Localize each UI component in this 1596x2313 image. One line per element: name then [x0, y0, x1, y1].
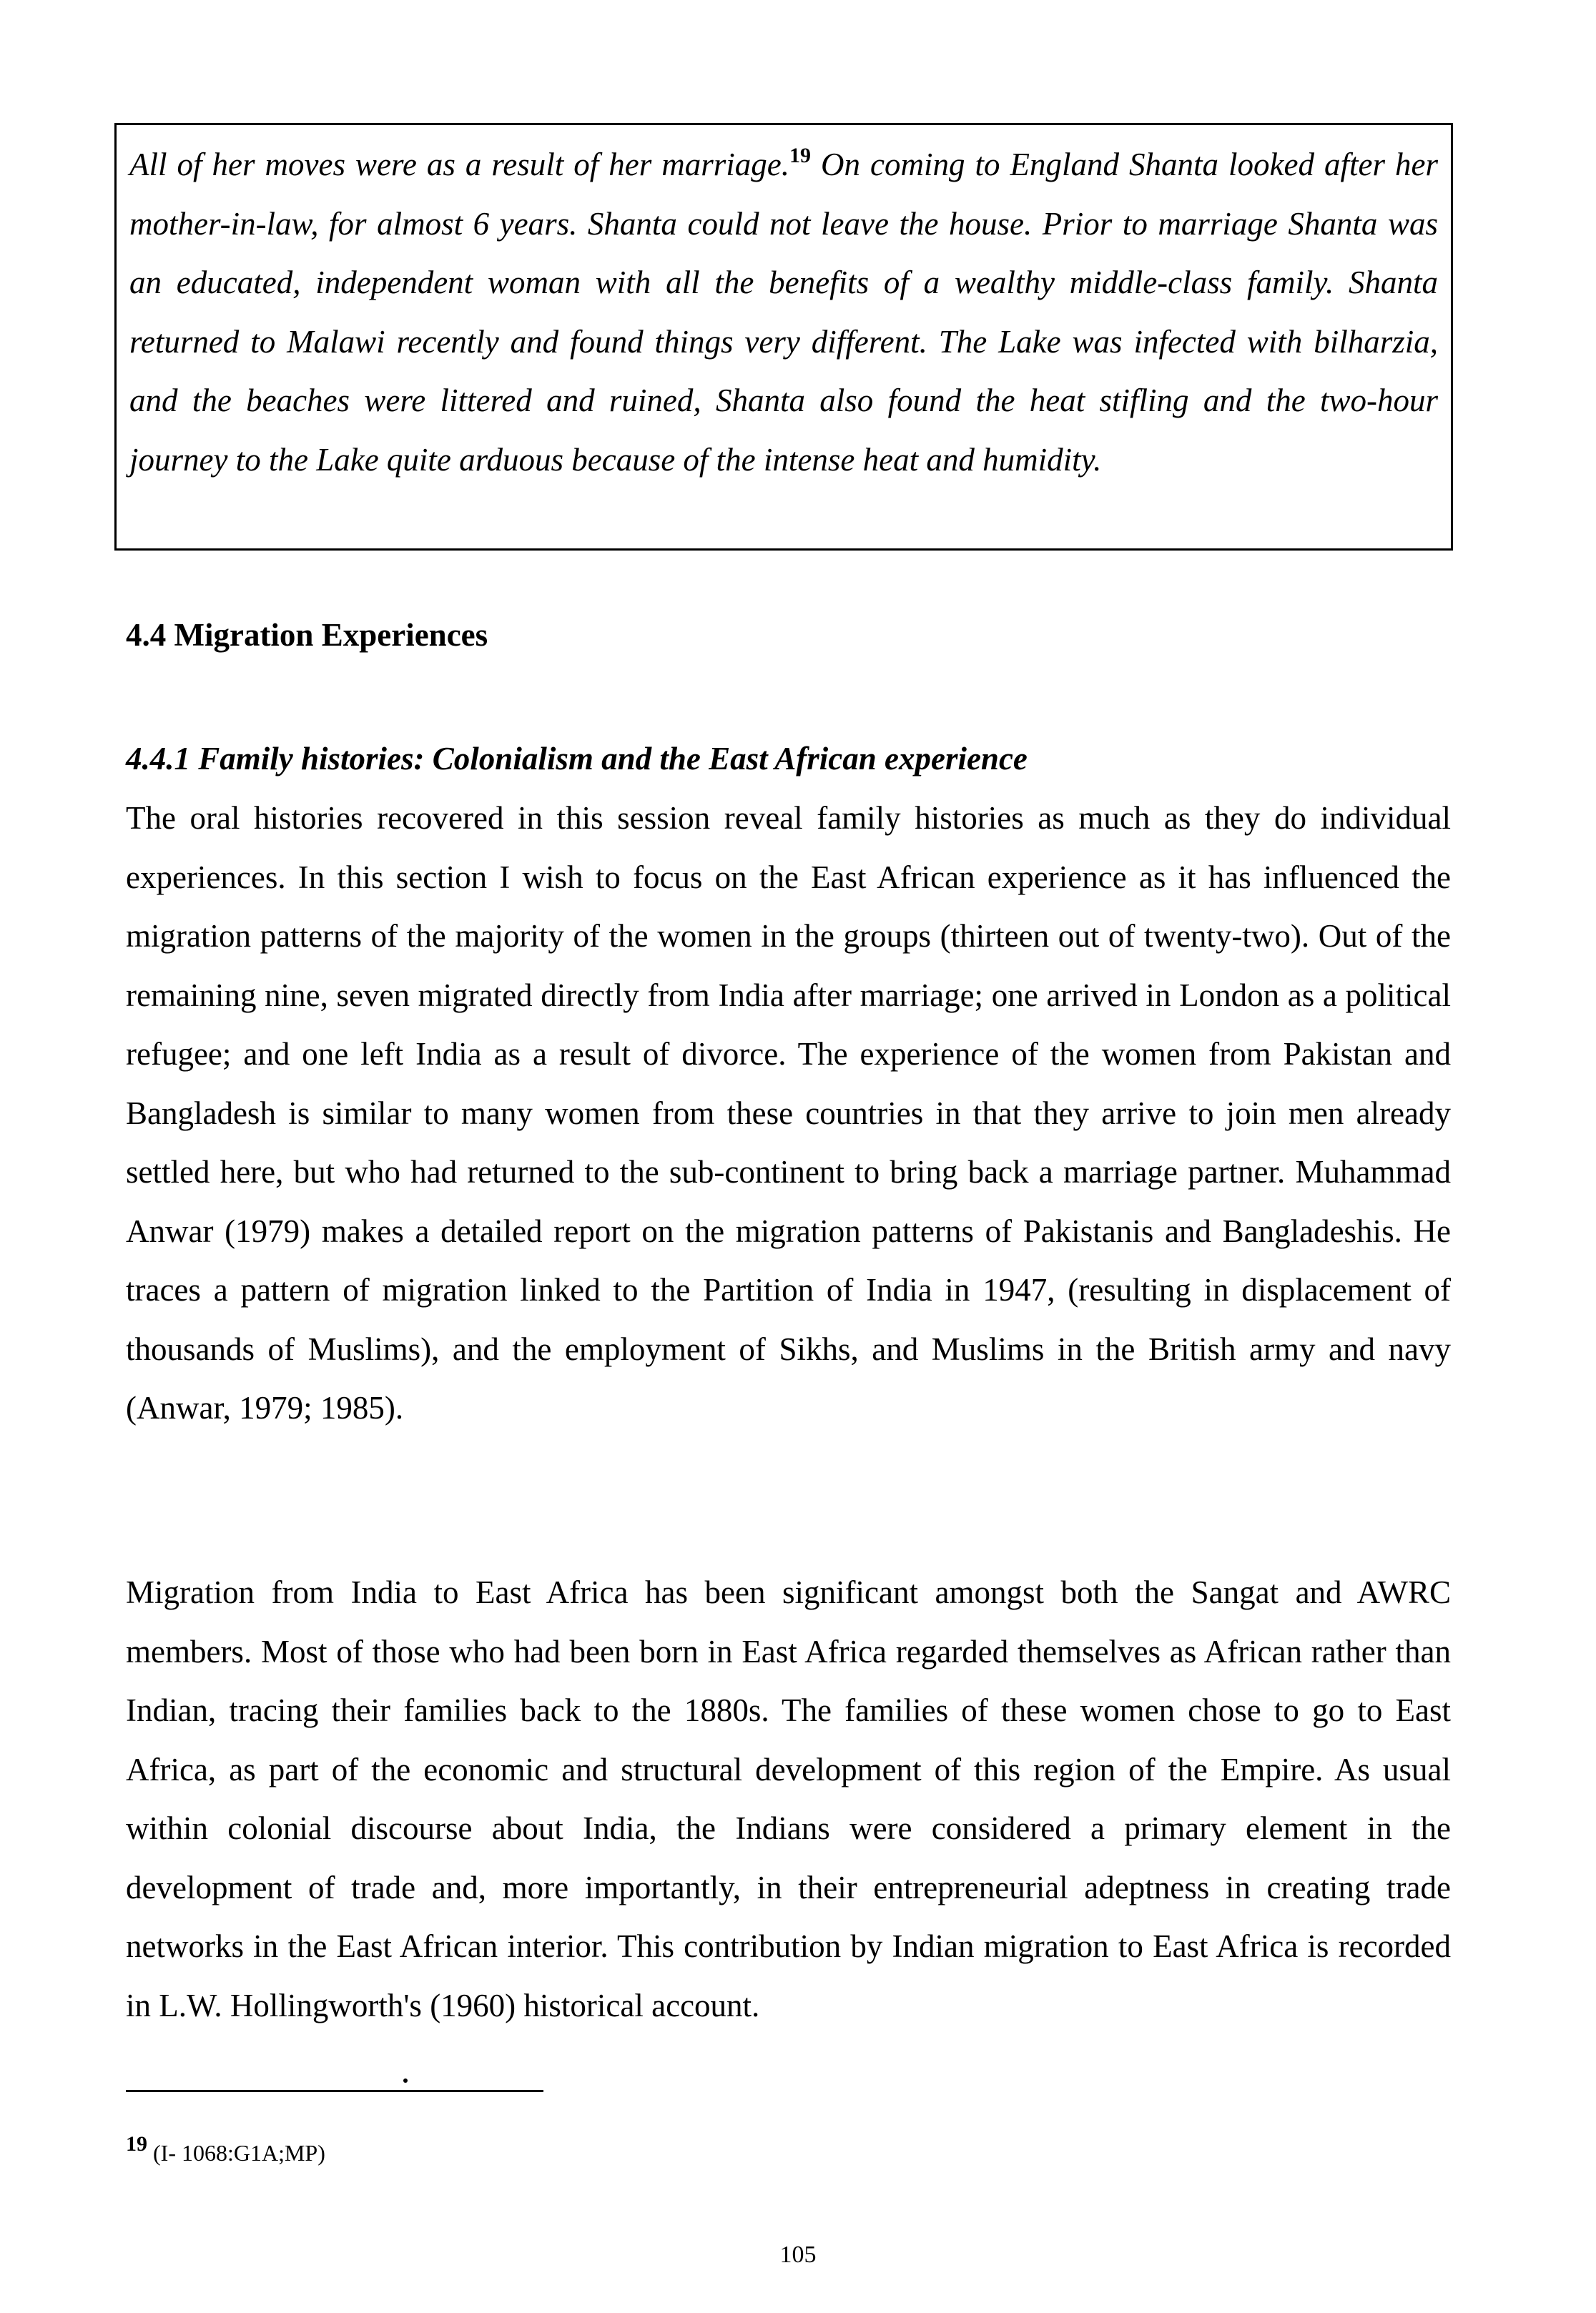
section-heading: 4.4 Migration Experiences [126, 617, 488, 653]
footnote-number: 19 [126, 2132, 147, 2156]
boxed-case-study [114, 123, 1453, 551]
boxed-text-rest: On coming to England Shanta looked after her mother-in-law, for almost 6 years. Shanta could not leave the house. Prior to marriage Shanta was an educated, independent woman with all the benefits of a wealthy middle-class family. Shanta returned to Malawi recently and found things very different. The Lake was infected with bilharzia, and the beaches were littered and ruined, Shanta also found the heat stifling and the two-hour journey to the Lake quite arduous because of the intense heat and humidity. [129, 147, 1438, 478]
body-paragraph: The oral histories recovered in this session reveal family histories as much as they do individual experiences. In this section I wish to focus on the East African experience as it has influenced the migration patterns of the majority of the women in the groups (thirteen out of twenty-two). Out of the remaining nine, seven migrated directly from India after marriage; one arrived in London as a political refugee; and one left India as a result of divorce. The experience of the women from Pakistan and Bangladesh is similar to many women from these countries in that they arrive to join men already settled here, but who had returned to the sub-continent to bring back a marriage partner. Muhammad Anwar (1979) makes a detailed report on the migration patterns of Pakistanis and Bangladeshis. He traces a pattern of migration linked to the Partition of India in 1947, (resulting in displacement of thousands of Muslims), and the employment of Sikhs, and Muslims in the British army and navy (Anwar, 1979; 1985). [126, 800, 1451, 1426]
footnote-reference: 19 [789, 144, 811, 167]
boxed-text-start: All of her moves were as a result of her marriage. [129, 147, 789, 182]
page-number: 105 [779, 2242, 817, 2268]
scan-speck [403, 2078, 408, 2083]
body-paragraph: Migration from India to East Africa has been significant amongst both the Sangat and AWRC members. Most of those who had been born in East Africa regarded themselves as African rather than Indian, tracing their families back to the 1880s. The families of these women chose to go to East Africa, as part of the economic and structural development of this region of the Empire. As usual within colonial discourse about India, the Indians were considered a primary element in the development of trade and, more importantly, in their entrepreneurial adeptness in creating trade networks in the East African interior. This contribution by Indian migration to East Africa is recorded in L.W. Hollingworth's (1960) historical account. [126, 1574, 1451, 2023]
footnote-separator [126, 2090, 543, 2092]
boxed-case-study-text [129, 135, 1438, 489]
footnote [126, 2132, 325, 2171]
subsection-heading: 4.4.1 Family histories: Colonialism and the East African experience [126, 741, 1028, 776]
footnote-text: (I- 1068:G1A;MP) [153, 2140, 325, 2166]
